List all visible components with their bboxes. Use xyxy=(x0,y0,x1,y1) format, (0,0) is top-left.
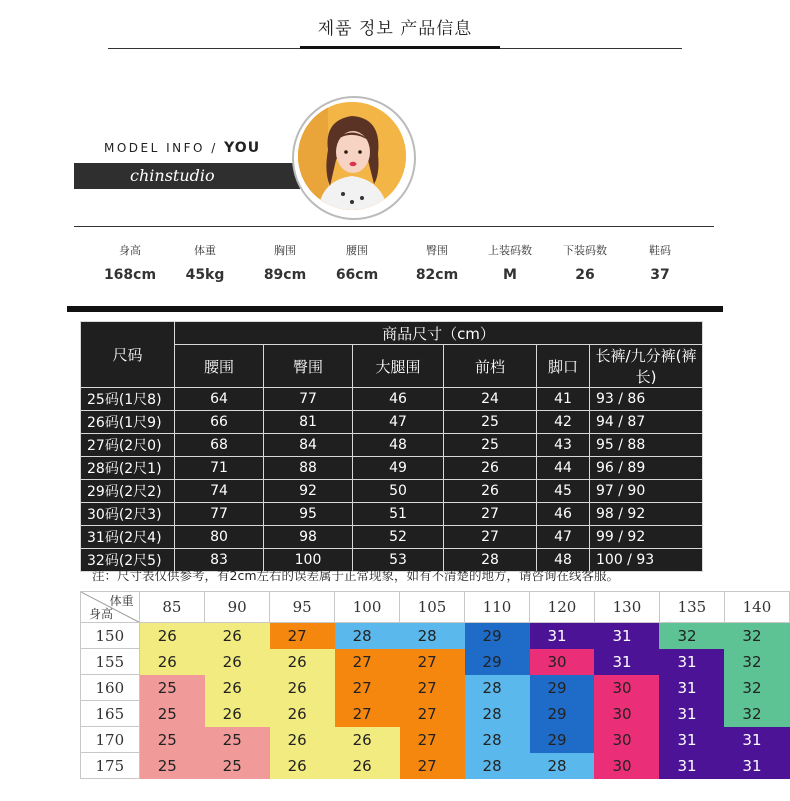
grid-size-cell: 27 xyxy=(335,675,400,701)
table-row xyxy=(81,623,790,649)
size-value: 49 xyxy=(353,457,444,480)
grid-weight-header: 105 xyxy=(400,592,465,623)
brand-name: chinstudio xyxy=(130,166,215,185)
size-label: 30码(2尺3) xyxy=(81,503,175,526)
size-table-column-header: 长裤/九分裤(裤长) xyxy=(590,345,703,388)
size-value: 71 xyxy=(175,457,264,480)
model-stat-value: 66cm xyxy=(335,267,379,283)
model-stat xyxy=(475,242,545,283)
size-table-corner: 尺码 xyxy=(81,322,175,388)
page-title: 제품 정보 产品信息 xyxy=(317,19,473,39)
size-value: 43 xyxy=(537,434,590,457)
size-value: 74 xyxy=(175,480,264,503)
table-row xyxy=(81,388,703,411)
grid-size-cell: 26 xyxy=(205,675,270,701)
size-value: 46 xyxy=(537,503,590,526)
size-value: 53 xyxy=(353,549,444,572)
grid-size-cell: 26 xyxy=(270,675,335,701)
grid-size-cell: 31 xyxy=(594,649,659,675)
grid-size-cell: 27 xyxy=(400,649,465,675)
grid-size-cell: 25 xyxy=(205,727,270,753)
size-value: 77 xyxy=(175,503,264,526)
grid-weight-header: 85 xyxy=(139,592,204,623)
grid-size-cell: 28 xyxy=(465,727,530,753)
model-stat-value: 45kg xyxy=(185,267,225,283)
size-value: 24 xyxy=(444,388,537,411)
grid-size-cell: 31 xyxy=(724,727,789,753)
grid-size-cell: 27 xyxy=(400,753,465,779)
size-table-column-header: 脚口 xyxy=(537,345,590,388)
grid-size-cell: 26 xyxy=(270,649,335,675)
grid-size-cell: 30 xyxy=(594,701,659,727)
title-divider-accent xyxy=(300,46,500,49)
size-table-group-header: 商品尺寸（cm） xyxy=(175,322,703,345)
size-value: 41 xyxy=(537,388,590,411)
grid-size-cell: 26 xyxy=(205,649,270,675)
size-value: 84 xyxy=(264,434,353,457)
grid-size-cell: 27 xyxy=(335,649,400,675)
grid-size-cell: 28 xyxy=(400,623,465,649)
size-label: 26码(1尺9) xyxy=(81,411,175,434)
size-value: 45 xyxy=(537,480,590,503)
size-value: 27 xyxy=(444,526,537,549)
grid-corner-weight-label: 体重 xyxy=(109,594,134,608)
grid-size-cell: 29 xyxy=(530,675,595,701)
grid-size-cell: 27 xyxy=(400,727,465,753)
model-stat xyxy=(322,242,392,283)
model-stat-value: 82cm xyxy=(415,267,459,283)
size-label: 29码(2尺2) xyxy=(81,480,175,503)
grid-size-cell: 26 xyxy=(139,623,204,649)
grid-size-cell: 25 xyxy=(139,727,204,753)
grid-size-cell: 25 xyxy=(139,753,204,779)
size-note: 注：尺寸表仅供参考，有2cm左右的误差属于正常现象，如有不清楚的地方，请咨询在线客服。 xyxy=(92,568,620,583)
grid-size-cell: 31 xyxy=(659,727,724,753)
size-value: 98 / 92 xyxy=(590,503,703,526)
size-value: 94 / 87 xyxy=(590,411,703,434)
size-value: 83 xyxy=(175,549,264,572)
grid-height-label: 155 xyxy=(81,649,140,675)
size-value: 47 xyxy=(353,411,444,434)
grid-size-cell: 31 xyxy=(659,675,724,701)
grid-weight-header: 110 xyxy=(465,592,530,623)
table-row xyxy=(81,526,703,549)
size-label: 31码(2尺4) xyxy=(81,526,175,549)
size-table-column-header: 臀围 xyxy=(264,345,353,388)
grid-size-cell: 26 xyxy=(205,623,270,649)
model-info-name: YOU xyxy=(224,140,261,156)
size-value: 97 / 90 xyxy=(590,480,703,503)
table-row xyxy=(81,503,703,526)
grid-weight-header: 130 xyxy=(594,592,659,623)
grid-size-cell: 31 xyxy=(659,701,724,727)
model-stat xyxy=(95,242,165,283)
grid-size-cell: 28 xyxy=(465,701,530,727)
grid-size-cell: 26 xyxy=(335,753,400,779)
grid-size-cell: 25 xyxy=(139,701,204,727)
model-stat-value: 26 xyxy=(575,267,595,283)
table-row xyxy=(81,675,790,701)
model-info-heading xyxy=(104,140,260,156)
model-stat-label: 鞋码 xyxy=(649,244,671,257)
size-value: 68 xyxy=(175,434,264,457)
grid-size-cell: 25 xyxy=(139,675,204,701)
size-value: 50 xyxy=(353,480,444,503)
grid-size-cell: 32 xyxy=(724,649,789,675)
size-value: 26 xyxy=(444,457,537,480)
grid-size-cell: 31 xyxy=(594,623,659,649)
size-label: 25码(1尺8) xyxy=(81,388,175,411)
size-table-column-header: 前档 xyxy=(444,345,537,388)
grid-size-cell: 32 xyxy=(724,623,789,649)
grid-size-cell: 32 xyxy=(724,701,789,727)
grid-size-cell: 28 xyxy=(335,623,400,649)
grid-height-label: 160 xyxy=(81,675,140,701)
model-stat-label: 上装码数 xyxy=(488,244,532,257)
grid-size-cell: 31 xyxy=(659,649,724,675)
grid-size-cell: 26 xyxy=(335,727,400,753)
size-value: 48 xyxy=(537,549,590,572)
table-row xyxy=(81,649,790,675)
grid-corner-height-label: 身高 xyxy=(89,607,114,621)
size-value: 47 xyxy=(537,526,590,549)
grid-size-cell: 30 xyxy=(594,753,659,779)
model-stat-label: 下装码数 xyxy=(563,244,607,257)
stats-divider xyxy=(74,226,714,227)
grid-weight-header: 120 xyxy=(530,592,595,623)
grid-size-cell: 30 xyxy=(594,727,659,753)
model-stat xyxy=(550,242,620,283)
size-label: 28码(2尺1) xyxy=(81,457,175,480)
size-value: 92 xyxy=(264,480,353,503)
table-row xyxy=(81,457,703,480)
size-value: 26 xyxy=(444,480,537,503)
size-value: 77 xyxy=(264,388,353,411)
size-value: 95 xyxy=(264,503,353,526)
grid-weight-header: 140 xyxy=(724,592,789,623)
size-value: 64 xyxy=(175,388,264,411)
grid-size-cell: 26 xyxy=(270,727,335,753)
grid-size-cell: 27 xyxy=(400,675,465,701)
grid-size-cell: 29 xyxy=(465,649,530,675)
model-stat-label: 臀围 xyxy=(426,244,448,257)
size-value: 28 xyxy=(444,549,537,572)
size-value: 80 xyxy=(175,526,264,549)
grid-size-cell: 27 xyxy=(335,701,400,727)
size-value: 88 xyxy=(264,457,353,480)
model-stat-label: 胸围 xyxy=(274,244,296,257)
size-label: 27码(2尺0) xyxy=(81,434,175,457)
grid-height-label: 150 xyxy=(81,623,140,649)
grid-header-row xyxy=(81,592,790,623)
grid-weight-header: 95 xyxy=(270,592,335,623)
size-value: 25 xyxy=(444,411,537,434)
size-value: 95 / 88 xyxy=(590,434,703,457)
model-portrait-icon xyxy=(298,102,406,210)
section-divider xyxy=(67,306,723,312)
size-table-header-row xyxy=(81,345,703,388)
model-stat-value: 37 xyxy=(650,267,670,283)
grid-size-cell: 26 xyxy=(270,701,335,727)
grid-height-label: 165 xyxy=(81,701,140,727)
table-row xyxy=(81,411,703,434)
model-stat-value: 89cm xyxy=(263,267,307,283)
grid-size-cell: 30 xyxy=(594,675,659,701)
table-row xyxy=(81,434,703,457)
size-table xyxy=(80,321,703,572)
grid-weight-header: 135 xyxy=(659,592,724,623)
size-value: 46 xyxy=(353,388,444,411)
grid-size-cell: 31 xyxy=(659,753,724,779)
size-value: 51 xyxy=(353,503,444,526)
grid-size-cell: 26 xyxy=(205,701,270,727)
size-value: 96 / 89 xyxy=(590,457,703,480)
size-value: 98 xyxy=(264,526,353,549)
model-info-label: MODEL INFO / xyxy=(104,141,218,155)
grid-size-cell: 28 xyxy=(465,753,530,779)
size-value: 44 xyxy=(537,457,590,480)
grid-size-cell: 30 xyxy=(530,649,595,675)
grid-size-cell: 29 xyxy=(530,701,595,727)
grid-size-cell: 25 xyxy=(205,753,270,779)
table-row xyxy=(81,727,790,753)
model-stat-label: 腰围 xyxy=(346,244,368,257)
grid-height-label: 175 xyxy=(81,753,140,779)
grid-size-cell: 28 xyxy=(465,675,530,701)
size-table-column-header: 大腿围 xyxy=(353,345,444,388)
size-value: 99 / 92 xyxy=(590,526,703,549)
size-value: 48 xyxy=(353,434,444,457)
size-value: 25 xyxy=(444,434,537,457)
grid-height-label: 170 xyxy=(81,727,140,753)
model-stat xyxy=(170,242,240,283)
size-value: 93 / 86 xyxy=(590,388,703,411)
table-row xyxy=(81,480,703,503)
model-avatar xyxy=(298,102,406,210)
table-row xyxy=(81,701,790,727)
grid-size-cell: 26 xyxy=(270,753,335,779)
model-stat xyxy=(402,242,472,283)
size-label: 32码(2尺5) xyxy=(81,549,175,572)
grid-size-cell: 29 xyxy=(530,727,595,753)
model-stat-value: M xyxy=(503,267,517,283)
size-value: 100 xyxy=(264,549,353,572)
weight-height-grid xyxy=(80,591,790,779)
grid-size-cell: 29 xyxy=(465,623,530,649)
grid-size-cell: 31 xyxy=(530,623,595,649)
table-row xyxy=(81,753,790,779)
model-stat-label: 身高 xyxy=(119,244,141,257)
size-table-column-header: 腰围 xyxy=(175,345,264,388)
size-value: 100 / 93 xyxy=(590,549,703,572)
size-value: 81 xyxy=(264,411,353,434)
model-stat xyxy=(625,242,695,283)
model-stat-value: 168cm xyxy=(103,267,157,283)
grid-size-cell: 31 xyxy=(724,753,789,779)
grid-weight-header: 100 xyxy=(335,592,400,623)
model-stat xyxy=(250,242,320,283)
grid-weight-header: 90 xyxy=(205,592,270,623)
grid-size-cell: 32 xyxy=(659,623,724,649)
size-value: 42 xyxy=(537,411,590,434)
grid-size-cell: 28 xyxy=(530,753,595,779)
grid-size-cell: 26 xyxy=(139,649,204,675)
size-value: 27 xyxy=(444,503,537,526)
grid-size-cell: 32 xyxy=(724,675,789,701)
grid-size-cell: 27 xyxy=(270,623,335,649)
size-value: 52 xyxy=(353,526,444,549)
grid-corner xyxy=(81,592,140,623)
grid-size-cell: 27 xyxy=(400,701,465,727)
model-stat-label: 体重 xyxy=(194,244,216,257)
size-value: 66 xyxy=(175,411,264,434)
